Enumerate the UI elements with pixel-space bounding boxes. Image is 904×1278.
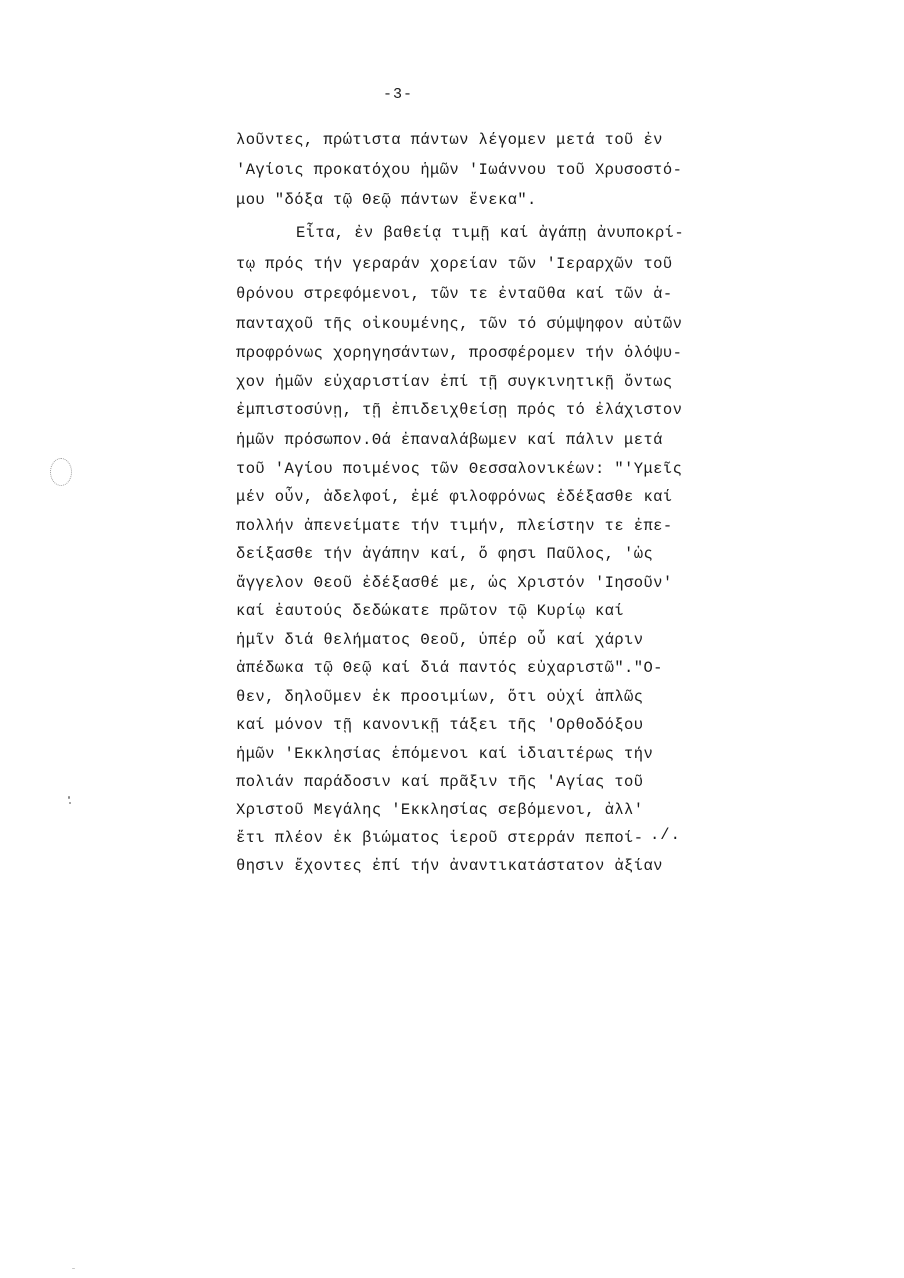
page-number: -3- <box>383 86 414 103</box>
text-line: θρόνου στρεφόμενοι, τῶν τε ἐνταῦθα καί τῶν ἁ- <box>236 285 673 303</box>
text-line: τῳ πρός τήν γεραράν χορείαν τῶν 'Ιεραρχῶν τοῦ <box>236 255 673 273</box>
text-line: Χριστοῦ Μεγάλης 'Εκκλησίας σεβόμενοι, ἀλλ' <box>236 801 644 819</box>
text-line: λοῦντες, πρώτιστα πάντων λέγομεν μετά τοῦ ἐν <box>236 131 663 149</box>
paragraph-first-line: Εἶτα, ἐν βαθείᾳ τιμῇ καί ἀγάπῃ ἀνυποκρί- <box>296 224 685 242</box>
text-line: ἡμῶν πρόσωπον.Θά ἐπαναλάβωμεν καί πάλιν μετά <box>236 431 663 449</box>
scan-speck <box>68 796 70 799</box>
text-line: θεν, δηλοῦμεν ἐκ προοιμίων, ὅτι οὐχί ἁπλῶς <box>236 688 644 706</box>
text-line: δείξασθε τήν ἀγάπην καί, ὅ φησι Παῦλος, 'ὡς <box>236 545 654 563</box>
punch-hole-mark <box>50 458 72 486</box>
text-line: τοῦ 'Αγίου ποιμένος τῶν Θεσσαλονικέων: "'Υμεῖς <box>236 460 683 478</box>
scan-speck <box>69 802 71 804</box>
continuation-mark: ./. <box>650 826 681 844</box>
text-line: χον ἡμῶν εὐχαριστίαν ἐπί τῇ συγκινητικῇ ὄντως <box>236 373 673 391</box>
text-line: πολιάν παράδοσιν καί πρᾶξιν τῆς 'Αγίας τοῦ <box>236 773 644 791</box>
text-line: 'Αγίοις προκατόχου ἡμῶν 'Ιωάννου τοῦ Χρυσοστό- <box>236 161 683 179</box>
text-line: ἐμπιστοσύνῃ, τῇ ἐπιδειχθείσῃ πρός τό ἐλάχιστον <box>236 401 683 419</box>
text-line: ἄγγελον Θεοῦ ἐδέξασθέ με, ὡς Χριστόν 'Ιησοῦν' <box>236 574 673 592</box>
text-line: ἔτι πλέον ἐκ βιώματος ἱεροῦ στερράν πεποί- <box>236 829 644 847</box>
text-line: ἡμῶν 'Εκκλησίας ἑπόμενοι καί ἰδιαιτέρως τήν <box>236 745 654 763</box>
text-line: μου "δόξα τῷ Θεῷ πάντων ἕνεκα". <box>236 191 537 209</box>
text-line: θησιν ἔχοντες ἐπί τήν ἀναντικατάστατον ἀξίαν <box>236 857 663 875</box>
text-line: καί μόνον τῇ κανονικῇ τάξει τῆς 'Ορθοδόξου <box>236 716 644 734</box>
text-line: μέν οὖν, ἀδελφοί, ἐμέ φιλοφρόνως ἐδέξασθε καί <box>236 488 673 506</box>
text-line: πολλήν ἀπενείματε τήν τιμήν, πλείστην τε ἐπε- <box>236 517 673 535</box>
scan-speck <box>72 1268 75 1269</box>
text-line: πανταχοῦ τῆς οἰκουμένης, τῶν τό σύμψηφον αὐτῶν <box>236 315 683 333</box>
text-line: ἡμῖν διά θελήματος Θεοῦ, ὑπέρ οὗ καί χάριν <box>236 631 644 649</box>
text-line: προφρόνως χορηγησάντων, προσφέρομεν τήν ὁλόψυ- <box>236 344 683 362</box>
text-line: καί ἑαυτούς δεδώκατε πρῶτον τῷ Κυρίῳ καί <box>236 602 625 620</box>
text-line: ἀπέδωκα τῷ Θεῷ καί διά παντός εὐχαριστῶ"."Ο- <box>236 659 663 677</box>
